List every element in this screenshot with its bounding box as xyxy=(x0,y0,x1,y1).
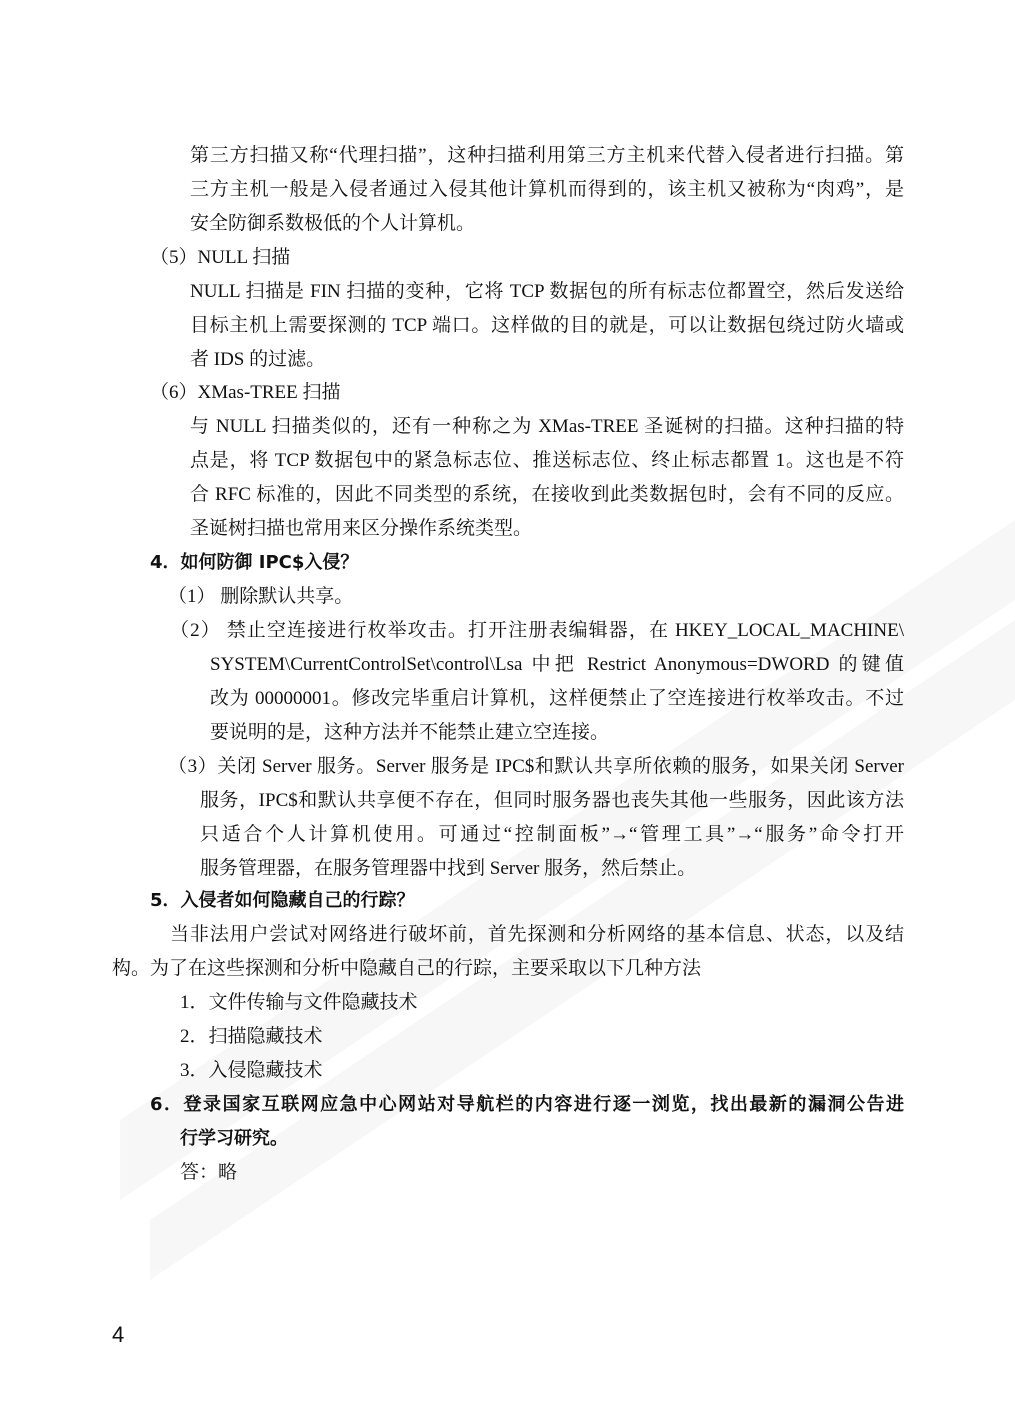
paragraph-line: 第三方扫描又称“代理扫描”，这种扫描利用第三方主机来代替入侵者进行扫描。第 xyxy=(190,145,904,166)
paragraph-line: 构。为了在这些探测和分析中隐藏自己的行踪，主要采取以下几种方法 xyxy=(112,958,702,979)
item-heading: （6）XMas-TREE 扫描 xyxy=(150,382,341,403)
list-item: 2．扫描隐藏技术 xyxy=(180,1026,323,1047)
paragraph-line: NULL 扫描是 FIN 扫描的变种，它将 TCP 数据包的所有标志位都置空，然后发送给 xyxy=(190,281,904,302)
paragraph-line: 三方主机一般是入侵者通过入侵其他计算机而得到的，该主机又被称为“肉鸡”，是 xyxy=(190,179,904,200)
paragraph-line: SYSTEM\CurrentControlSet\control\Lsa 中把 Restrict Anonymous=DWORD 的键值 xyxy=(210,654,904,675)
question-heading: 行学习研究。 xyxy=(180,1128,288,1149)
paragraph-line: 安全防御系数极低的个人计算机。 xyxy=(190,213,476,234)
answer-text: 答：略 xyxy=(180,1162,238,1183)
list-item: （3）关闭 Server 服务。Server 服务是 IPC$和默认共享所依赖的服务，如果关闭 Server xyxy=(168,756,904,777)
paragraph-line: 者 IDS 的过滤。 xyxy=(190,349,326,370)
paragraph-line: 当非法用户尝试对网络进行破坏前，首先探测和分析网络的基本信息、状态，以及结 xyxy=(170,924,904,945)
page-number: 4 xyxy=(112,1322,125,1347)
paragraph-line: 与 NULL 扫描类似的，还有一种称之为 XMas-TREE 圣诞树的扫描。这种扫描的特 xyxy=(190,416,904,437)
paragraph-line: 圣诞树扫描也常用来区分操作系统类型。 xyxy=(190,518,533,539)
question-heading: 4．如何防御 IPC$入侵？ xyxy=(150,552,359,573)
paragraph-line: 服务，IPC$和默认共享便不存在，但同时服务器也丧失其他一些服务，因此该方法 xyxy=(200,790,904,811)
paragraph-line: 目标主机上需要探测的 TCP 端口。这样做的目的就是，可以让数据包绕过防火墙或 xyxy=(190,315,904,336)
question-heading: 6．登录国家互联网应急中心网站对导航栏的内容进行逐一浏览，找出最新的漏洞公告进 xyxy=(150,1094,904,1115)
paragraph-line: 改为 00000001。修改完毕重启计算机，这样便禁止了空连接进行枚举攻击。不过 xyxy=(210,688,904,709)
paragraph-line: 要说明的是，这种方法并不能禁止建立空连接。 xyxy=(210,722,610,743)
list-item: 1．文件传输与文件隐藏技术 xyxy=(180,992,418,1013)
paragraph-line: 合 RFC 标准的，因此不同类型的系统，在接收到此类数据包时，会有不同的反应。 xyxy=(190,484,904,505)
question-heading: 5．入侵者如何隐藏自己的行踪？ xyxy=(150,890,415,911)
paragraph-line: 服务管理器，在服务管理器中找到 Server 服务，然后禁止。 xyxy=(200,858,697,879)
list-item: 3．入侵隐藏技术 xyxy=(180,1060,323,1081)
paragraph-line: 点是，将 TCP 数据包中的紧急标志位、推送标志位、终止标志都置 1。这也是不符 xyxy=(190,450,904,471)
list-item: （1） 删除默认共享。 xyxy=(168,586,354,607)
list-item: （2） 禁止空连接进行枚举攻击。打开注册表编辑器，在 HKEY_LOCAL_MACHINE\ xyxy=(170,620,904,641)
item-heading: （5）NULL 扫描 xyxy=(150,247,291,268)
paragraph-line: 只适合个人计算机使用。可通过“控制面板”→“管理工具”→“服务”命令打开 xyxy=(200,824,904,845)
